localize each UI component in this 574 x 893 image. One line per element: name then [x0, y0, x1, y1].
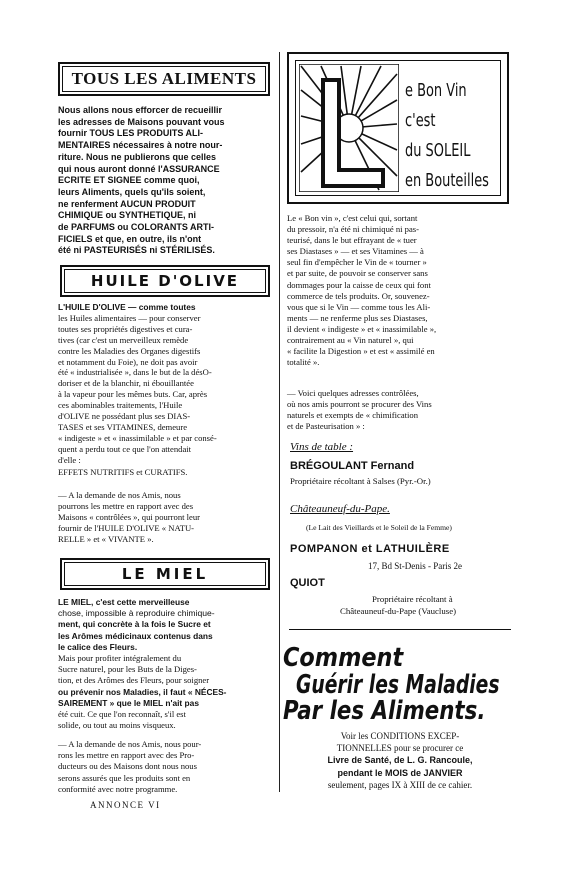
svg-text:L: L — [357, 134, 358, 135]
chateau-title: Châteauneuf-du-Pape. — [290, 503, 390, 515]
page-footer: ANNONCE VI — [90, 800, 161, 810]
olive-heading-box — [60, 265, 270, 297]
comment-rule — [289, 629, 511, 630]
producer-3-desc: Propriétaire récoltant à — [372, 594, 453, 604]
comment-title-line-1: Comment — [283, 643, 404, 673]
producer-2-address: 17, Bd St-Denis - Paris 2e — [368, 561, 462, 571]
vin-paragraph: Le « Bon vin », c'est celui qui, sortant du pressoir, n'a été ni chimiqué ni pas- teurisé, dans le but effrayant de « tuer ses Diastases » — et ses Vitamines — à seul fin d'empêcher le Vin de « tourner » et par suite, de pouvoir se conserver sans dommages pour la caisse de ceux qui font commerce de tels produits. Or, souvenez- vous que si le Vin — comme tous les Ali- ments — ne renferme plus ses Diastases, il devient « indigeste » et « inassimilable », contrairement au « Vin naturel », qui « facilite la Digestion » et est « assimilé en totalité ». — [287, 213, 437, 368]
livre-paragraph: Voir les CONDITIONS EXCEP- TIONNELLES pour se procurer ce Livre de Santé, de L. G. Rancoule, pendant le MOIS de JANVIER seulement, pages IX à XIII de ce cahier. — [327, 731, 473, 790]
aliments-paragraph: Nous allons nous efforcer de recueillir les adresses de Maisons pouvant vous fournir TOUS LES PRODUITS ALI- MENTAIRES nécessaires à notre nour- riture. Nous ne publierons que celles qui nous auront donné l'ASSURANCE ECRITE ET SIGNEE comme quoi, leurs Aliments, quels qu'ils soient, ne renferment AUCUN PRODUIT CHIMIQUE ou SYNTHETIQUE, ni de PARFUMS ou COLORANTS ARTI- FICIELS et que, en outre, ils n'ont été ni PASTEURISÉS ni STÉRILISÉS. — [58, 105, 225, 256]
sun-letter-l-illustration — [299, 64, 399, 192]
aliments-heading-box — [58, 62, 270, 96]
producer-2-name: POMPANON et LATHUILÈRE — [290, 543, 450, 555]
miel-heading: LE MIEL — [121, 565, 209, 583]
aliments-heading: TOUS LES ALIMENTS — [71, 69, 257, 88]
producer-3-name: QUIOT — [290, 577, 325, 589]
miel-demand-paragraph: — A la demande de nos Amis, nous pour- rons les mettre en rapport avec des Pro- ducteurs ou des Maisons dont nous nous serons assurés que les produits sont en conformité avec notre programme. — [58, 739, 202, 794]
miel-heading-box — [60, 558, 270, 590]
chateau-subtitle: (Le Lait des Vieillards et le Soleil de la Femme) — [306, 523, 452, 532]
miel-paragraph: LE MIEL, c'est cette merveilleuse chose, impossible à reproduire chimique- ment, qui concrète à la fois le Sucre et les Arômes médicinaux contenus dans le calice des Fleurs. Mais pour profiter intégralement du Sucre naturel, pour les Buts de la Diges- tion, et des Arômes des Fleurs, pour soigner ou prévenir nos Maladies, il faut « NÉCES- SAIREMENT » que le MIEL n'ait pas été cuit. Ce que l'on reconnaît, s'il est solide, ou tout au moins visqueux. — [58, 597, 227, 731]
vins-de-table-label: Vins de table : — [290, 441, 354, 453]
comment-title-line-2: Guérir les Maladies — [296, 670, 500, 700]
comment-title-line-3: Par les Aliments. — [283, 696, 486, 726]
olive-paragraph: L'HUILE D'OLIVE — comme toutes les Huiles alimentaires — pour conserver toutes ses propriétés digestives et cura- tives (car c'est un merveilleux remède contre les Maladies des Organes digestifs et notamment du Foie), ne doit pas avoir été « industrialisée », dans le but de la désO- doriser et de la blanchir, ni ébouillantée à la vapeur pour les mêmes buts. Car, après ces abominables traitements, l'Huile d'OLIVE ne possédant plus ses DIAS- TASES et ses VITAMINES, demeure « indigeste » et « inassimilable » et par consé- quent a perdu tout ce que l'on attendait d'elle : EFFETS NUTRITIFS et CURATIFS. — [58, 302, 217, 477]
column-divider — [279, 52, 280, 792]
vin-addresses-paragraph: — Voici quelques adresses contrôlées, où nos amis pourront se procurer des Vins naturels et exempts de « chimification et de Pasteurisation » : — [287, 388, 432, 432]
vin-heading-box — [287, 52, 509, 204]
producer-3-place: Châteauneuf-du-Pape (Vaucluse) — [340, 606, 457, 616]
producer-1-name: BRÉGOULANT Fernand — [290, 460, 415, 472]
olive-heading: HUILE D'OLIVE — [90, 272, 240, 290]
olive-demand-paragraph: — A la demande de nos Amis, nous pourrons les mettre en rapport avec des Maisons « contrôlées », qui pourront leur fournir de l'HUILE D'OLIVE « NATU- RELLE » et « VIVANTE ». — [58, 490, 201, 544]
vin-heading-text: e Bon Vin c'est du SOLEIL en Bouteilles — [405, 80, 489, 191]
producer-1-desc: Propriétaire récoltant à Salses (Pyr.-Or.) — [290, 476, 431, 486]
